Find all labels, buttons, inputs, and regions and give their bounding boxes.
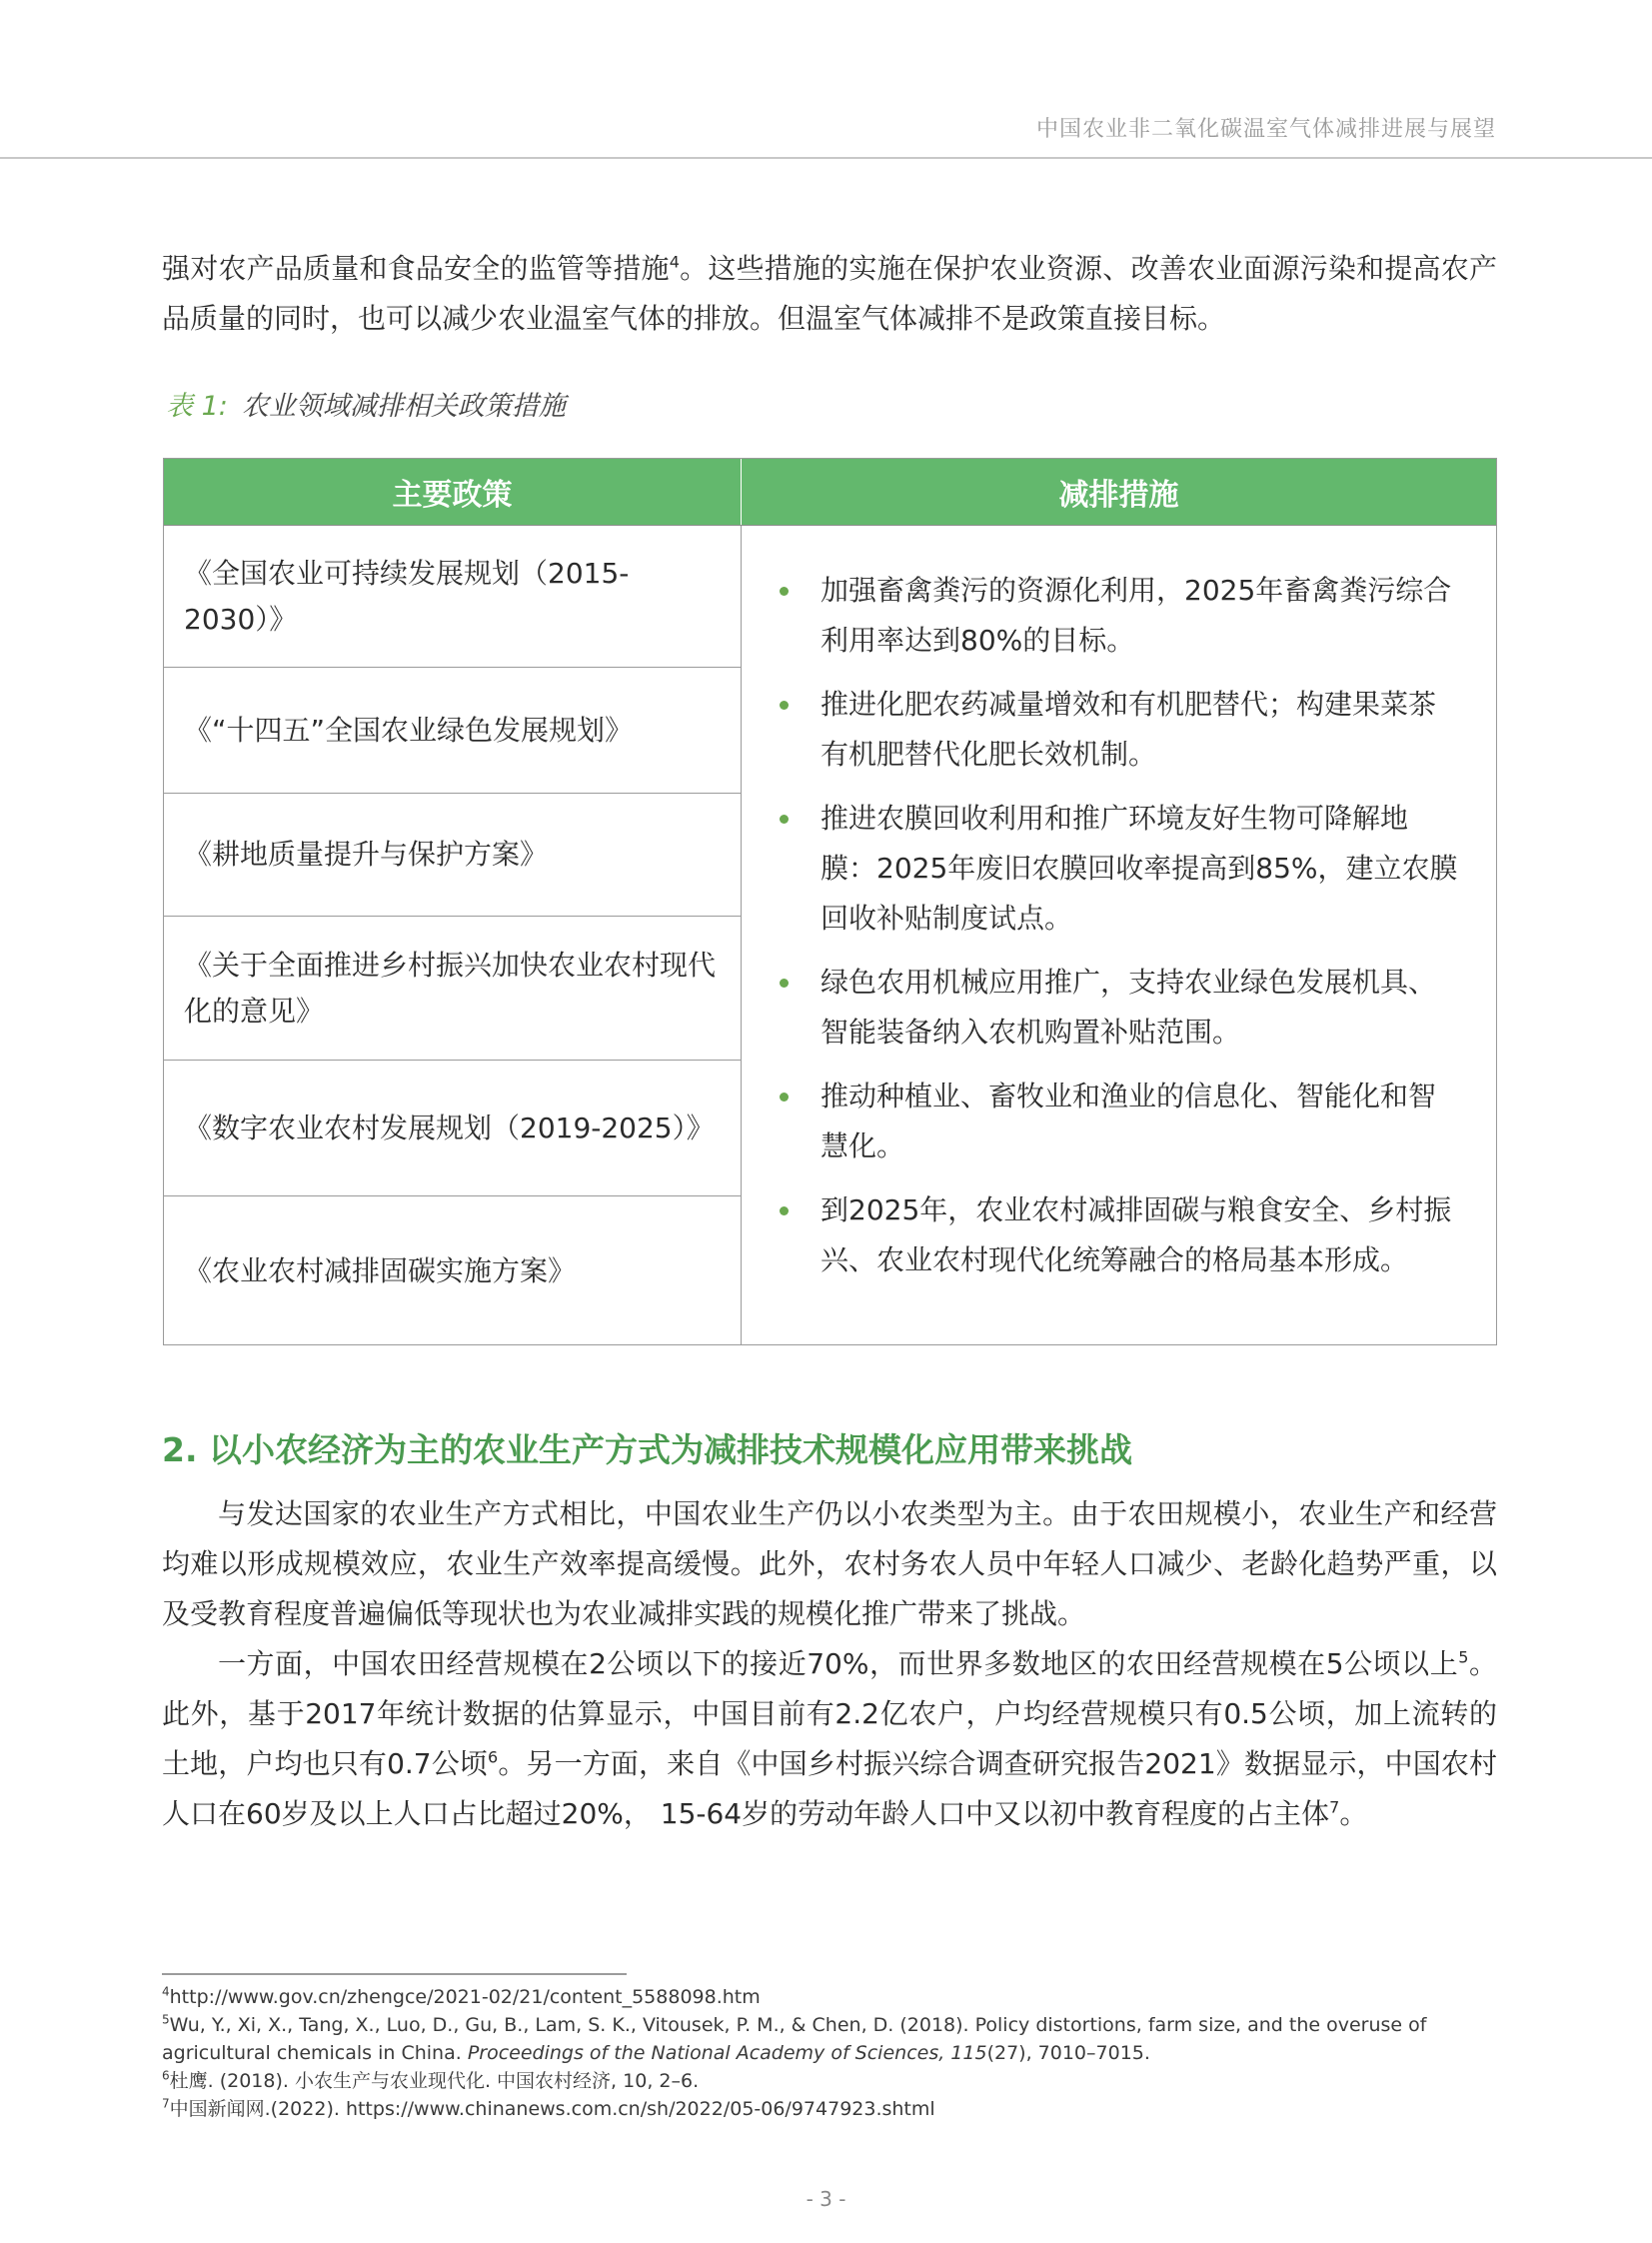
policy-cell: 《“十四五”全国农业绿色发展规划》 <box>164 668 741 794</box>
policy-cell: 《耕地质量提升与保护方案》 <box>164 794 741 917</box>
measure-item: 推动种植业、畜牧业和渔业的信息化、智能化和智慧化。 <box>780 1072 1462 1171</box>
measure-item: 推进化肥农药减量增效和有机肥替代；构建果菜茶有机肥替代化肥长效机制。 <box>780 680 1462 780</box>
footnote-4: $^4$http://www.gov.cn/zhengce/2021-02/21/content_5588098.htm <box>162 1984 761 2008</box>
measure-item: 加强畜禽粪污的资源化利用，2025年畜禽粪污综合利用率达到80%的目标。 <box>780 566 1462 666</box>
running-header: 中国农业非二氧化碳温室气体减排进展与展望 <box>1035 117 1496 142</box>
bullet-icon <box>780 979 789 988</box>
footnote-4-link[interactable]: http://www.gov.cn/zhengce/2021-02/21/content_5588098.htm <box>169 1986 761 2008</box>
measure-item: 推进农膜回收利用和推广环境友好生物可降解地膜：2025年废旧农膜回收率提高到85%，建立农膜回收补贴制度试点。 <box>780 794 1462 944</box>
table-caption-title: 农业领域减排相关政策措施 <box>241 391 566 422</box>
policy-cell: 《数字农业农村发展规划（2019-2025）》 <box>164 1061 741 1196</box>
footnote-ref-4[interactable]: 4 <box>669 252 680 272</box>
table-caption-label: 表 1: <box>166 391 228 422</box>
footnote-divider <box>162 1973 627 1975</box>
section-body <box>162 1489 1497 1839</box>
policy-table <box>163 458 1497 1345</box>
header-measures: 减排措施 <box>1058 478 1179 513</box>
measure-item: 到2025年，农业农村减排固碳与粮食安全、乡村振兴、农业农村现代化统筹融合的格局基本形成。 <box>780 1185 1462 1285</box>
policy-cell: 《农业农村减排固碳实施方案》 <box>184 1253 577 1287</box>
header-policy: 主要政策 <box>164 459 742 525</box>
bullet-icon <box>780 701 789 710</box>
bullet-icon <box>780 815 789 824</box>
policy-column <box>164 526 742 1345</box>
table-caption <box>166 384 566 423</box>
footnotes <box>162 1983 1497 2123</box>
policy-cell: 《关于全面推进乡村振兴加快农业农村现代化的意见》 <box>164 917 741 1061</box>
bullet-icon <box>780 587 789 596</box>
bullet-icon <box>780 1206 789 1215</box>
footnote-7: $^7$中国新闻网.(2022). https://www.chinanews.com.cn/sh/2022/05-06/9747923.shtml <box>162 2096 935 2120</box>
section-heading: 2. 以小农经济为主的农业生产方式为减排技术规模化应用带来挑战 <box>162 1430 1132 1469</box>
footnote-ref-6[interactable]: 6 <box>488 1747 499 1767</box>
footnote-ref-5[interactable]: 5 <box>1458 1647 1469 1667</box>
footnote-6: $^6$杜鹰. (2018). 小农生产与农业现代化. 中国农村经济, 10, 2–6. <box>162 2068 700 2092</box>
header-divider <box>0 157 1652 159</box>
bullet-icon <box>780 1093 789 1102</box>
body-paragraph-1: 与发达国家的农业生产方式相比，中国农业生产仍以小农类型为主。由于农田规模小，农业生产和经营均难以形成规模效应，农业生产效率提高缓慢。此外，农村务农人员中年轻人口减少、老龄化趋势严重，以及受教育程度普遍偏低等现状也为农业减排实践的规模化推广带来了挑战。 <box>162 1497 1497 1630</box>
policy-cell: 《全国农业可持续发展规划（2015-2030）》 <box>164 526 741 668</box>
table-header-row <box>164 459 1496 526</box>
intro-paragraph: 强对农产品质量和食品安全的监管等措施$^4$。这些措施的实施在保护农业资源、改善农业面源污染和提高农产品质量的同时，也可以减少农业温室气体的排放。但温室气体减排不是政策直接目标。 <box>162 252 1497 335</box>
measures-column <box>742 526 1496 1345</box>
measure-item: 绿色农用机械应用推广，支持农业绿色发展机具、智能装备纳入农机购置补贴范围。 <box>780 958 1462 1058</box>
footnote-7-link[interactable]: 中国新闻网.(2022). https://www.chinanews.com.cn/sh/2022/05-06/9747923.shtml <box>169 2098 935 2120</box>
footnote-ref-7[interactable]: 7 <box>1329 1797 1340 1817</box>
page-number: - 3 - <box>806 2187 846 2211</box>
body-paragraph-2: 一方面，中国农田经营规模在2公顷以下的接近70%，而世界多数地区的农田经营规模在5公顷以上$^5$。此外，基于2017年统计数据的估算显示，中国目前有2.2亿农户，户均经营规模只有0.5公顷，加上流转的土地，户均也只有0.7公顷$^6$。另一方面，来自《中国乡村振兴综合调查研究报告2021》数据显示，中国农村人口在60岁及以上人口占比超过20%， 15-64岁的劳动年龄人口中又以初中教育程度的占主体$^7$。 <box>162 1647 1498 1830</box>
footnote-5: $^5$Wu, Y., Xi, X., Tang, X., Luo, D., Gu, B., Lam, S. K., Vitousek, P. M., & Chen, D. (2018). Policy distortions, farm size, and the overuse of agricultural chemicals in China. Proceedings of the National Academy of Sciences, 115(27), 7010–7015. <box>162 2012 1427 2064</box>
